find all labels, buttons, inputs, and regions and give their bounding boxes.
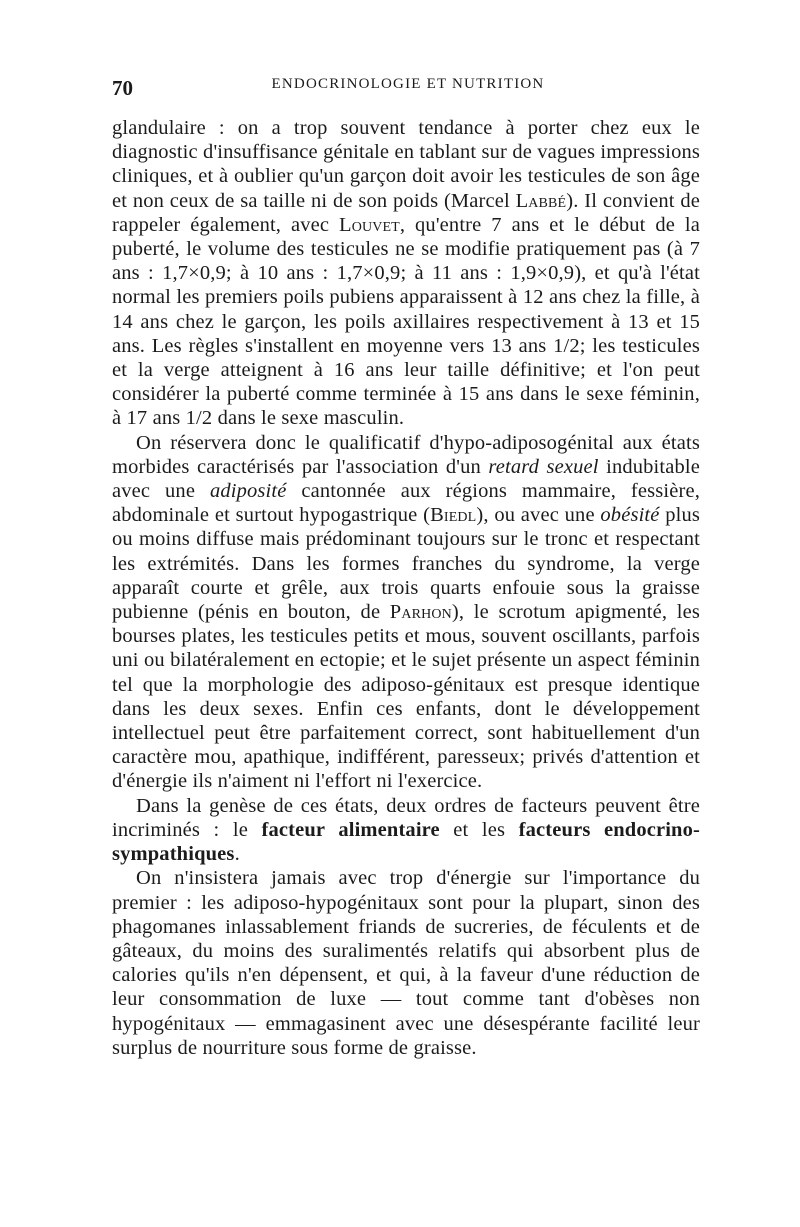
paragraph-4: On n'insistera jamais avec trop d'énergie sur l'importance du premier : les adiposo-hypogénitaux sont pour la plupart, sinon des phagomanes inlassablement friands de sucreries, de féculents et de gâteaux, du moins des suralimentés relatifs qui absorbent plus de calories qu'ils n'en dépensent, et qui, à la faveur d'une réduction de leur consommation de luxe — tout comme tant d'obèses non hypogénitaux — emmagasinent avec une désespérante facilité leur surplus de nourriture sous forme de graisse. [112, 867, 700, 1059]
author-name: Biedl [430, 504, 477, 527]
emphasis: obésité [600, 504, 660, 527]
author-name: Labbé [515, 189, 567, 212]
paragraph-1: glandulaire : on a trop souvent tendance à porter chez eux le diagnostic d'insuffisance génitale en tablant sur de vagues impressions cliniques, et à oublier qu'un garçon doit avoir les testicules de son âge et non ceux de sa taille ni de son poids (Marcel Labbé). Il convient de rappeler également, avec Louvet, qu'entre 7 ans et le début de la puberté, le volume des testicules ne se modifie pratiquement pas (à 7 ans : 1,7×0,9; à 10 ans : 1,7×0,9; à 11 ans : 1,9×0,9), et qu'à l'état normal les premiers poils pubiens apparaissent à 12 ans chez la fille, à 14 ans chez le garçon, les poils axillaires respectivement à 13 et 15 ans. Les règles s'installent en moyenne vers 13 ans 1/2; les testicules et la verge atteignent à 16 ans leur taille définitive; et l'on peut considérer la puberté comme terminée à 15 ans dans le sexe féminin, à 17 ans 1/2 dans le sexe masculin. [112, 117, 700, 430]
bold-term: facteurs endocrino-sympathiques [112, 818, 700, 866]
emphasis: adiposité [209, 480, 287, 503]
page-number: 70 [112, 76, 133, 100]
paragraph-3: Dans la genèse de ces états, deux ordres de facteurs peuvent être incriminés : le facteur alimentaire et les facteurs endocrino-sympathiques. [112, 794, 700, 866]
emphasis: retard sexuel [488, 455, 599, 478]
body-text [112, 116, 700, 1060]
author-name: Louvet [339, 213, 400, 236]
author-name: Parhon [389, 601, 452, 624]
paragraph-2: On réservera donc le qualificatif d'hypo-adiposogénital aux états morbides caractérisés par l'association d'un retard sexuel indubitable avec une adiposité cantonnée aux régions mammaire, fessière, abdominale et surtout hypogastrique (Biedl), ou avec une obésité plus ou moins diffuse mais prédominant toujours sur le tronc et respectant les extrémités. Dans les formes franches du syndrome, la verge apparaît courte et grêle, aux trois quarts enfouie sous la graisse pubienne (pénis en bouton, de Parhon), le scrotum apigmenté, les bourses plates, les testicules petits et mous, souvent oscillants, parfois uni ou bilatéralement en ectopie; et le sujet présente un aspect féminin tel que la morphologie des adiposo-génitaux est presque identique dans les deux sexes. Enfin ces enfants, dont le développement intellectuel peut être parfaitement correct, sont habituellement d'un caractère mou, apathique, indifférent, paresseux; privés d'attention et d'énergie ils n'aiment ni l'effort ni l'exercice. [112, 431, 700, 793]
page-header [112, 76, 704, 106]
running-title: ENDOCRINOLOGIE ET NUTRITION [271, 76, 545, 92]
bold-term: facteur alimentaire [261, 818, 440, 841]
